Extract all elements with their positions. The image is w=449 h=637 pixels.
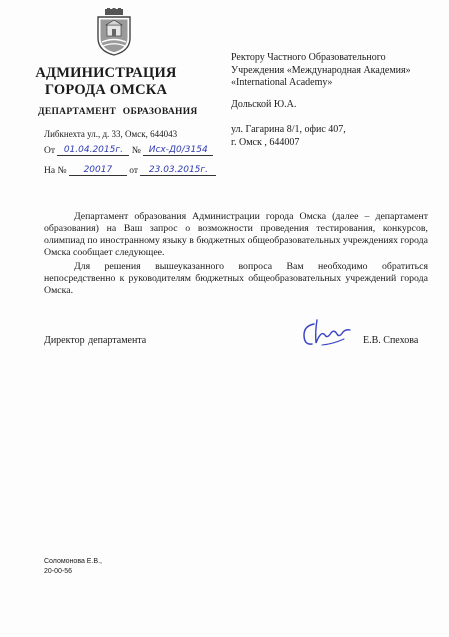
of-label: от — [129, 166, 139, 176]
signatory-title: Директор департамента — [44, 335, 147, 346]
recipient-name: Дольской Ю.А. — [231, 99, 297, 110]
org-name-line1: АДМИНИСТРАЦИЯ — [35, 65, 177, 81]
recipient-address-line2: г. Омск , 644007 — [231, 136, 300, 148]
body-paragraph-1: Департамент образования Администрации города Омска (далее – департамент образования) на Ваш запрос о возможности проведения тестирования, конкурсов, олимпиад по иностранному языку в бюджетных общеобразовательных учреждениях города Омска сообщает следующее. — [44, 211, 428, 258]
incoming-reference — [44, 165, 216, 176]
org-address: Либкнехта ул., д. 33, Омск, 644043 — [44, 129, 178, 139]
recipient-block — [231, 52, 411, 90]
signatory-name: Е.В. Спехова — [363, 335, 419, 346]
outgoing-reference — [44, 145, 213, 156]
number-label: № — [131, 146, 141, 156]
body-paragraph-2: Для решения вышеуказанного вопроса Вам необходимо обратиться непосредственно к руководителям бюджетных общеобразовательных учреждений города Омска. — [44, 261, 428, 296]
incoming-number: 20017 — [69, 165, 127, 176]
performer-block — [44, 557, 102, 577]
coat-of-arms-icon — [95, 8, 133, 56]
outgoing-number: Исх-Д0/3154 — [143, 145, 213, 156]
recipient-line1: Ректору Частного Образовательного — [231, 52, 386, 63]
recipient-address-line1: ул. Гагарина 8/1, офис 407, — [231, 124, 346, 135]
org-name-line2: ГОРОДА ОМСКА — [44, 82, 168, 98]
performer-name: Соломонова Е.В., — [44, 558, 102, 565]
handwritten-signature-icon — [300, 318, 352, 352]
recipient-line2: Учреждения «Международная Академия» — [231, 64, 411, 76]
on-number-label: На № — [44, 166, 67, 176]
department-name: ДЕПАРТАМЕНТ ОБРАЗОВАНИЯ — [38, 107, 198, 117]
outgoing-date: 01.04.2015г. — [57, 145, 129, 156]
from-label: От — [44, 146, 56, 156]
recipient-line3: «International Academy» — [231, 77, 333, 88]
incoming-date: 23.03.2015г. — [140, 165, 216, 176]
performer-phone: 20-00-56 — [44, 568, 73, 575]
recipient-address — [231, 124, 346, 149]
